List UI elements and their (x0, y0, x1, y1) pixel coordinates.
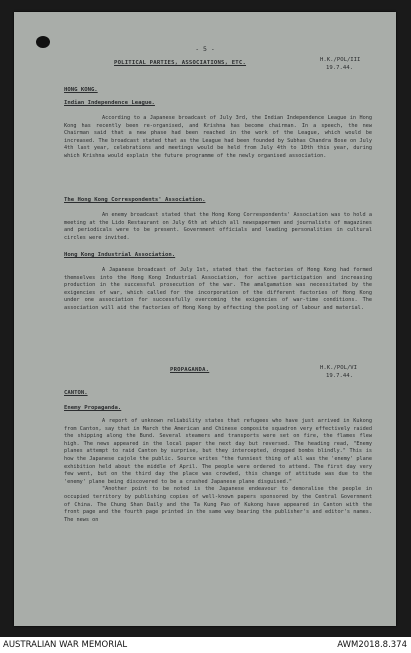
subheading-indian-league: Indian Independence League. (64, 100, 155, 106)
section-heading-political: POLITICAL PARTIES, ASSOCIATIONS, ETC. (114, 60, 247, 66)
subheading-correspondents: The Hong Kong Correspondents' Association. (64, 197, 206, 203)
section-date-political: 19.7.44. (326, 65, 353, 71)
document-page (14, 12, 396, 626)
location-heading-hong-kong: HONG KONG. (64, 87, 98, 93)
footer-institution: AUSTRALIAN WAR MEMORIAL (3, 640, 128, 650)
section-heading-propaganda: PROPAGANDA. (170, 367, 210, 373)
subheading-enemy-propaganda: Enemy Propaganda. (64, 405, 122, 411)
archive-footer (0, 637, 411, 653)
paragraph-correspondents: An enemy broadcast stated that the Hong Kong Correspondents' Association was to hold a meeting at the Lido Restaurant on July 6th at which all newspapermen and journalists of magazines and periodicals were to be present. Government officials and leading personalities in cultural circles were invited. (64, 212, 372, 241)
footer-accession-number: AWM2018.8.374 (337, 640, 407, 650)
section-ref-propaganda: H.K./POL/VI (320, 365, 358, 371)
paragraph-indian-league: According to a Japanese broadcast of July 3rd, the Indian Independence League in Hong Kong has recently been re-organised, and Krishna has become chairman. In a speech, the new Chairman said that a new phase had been reached in the work of the League, which would be increased. The broadcast stated that as the League had been founded by Subhas Chandra Bose on July 4th last year, celebrations and meetings would be held from July 4th to 10th this year, during which Krishna would explain the future programme of the newly organised association. (64, 115, 372, 159)
section-ref-political: H.K./POL/III (320, 57, 361, 63)
page-number: - 5 - (195, 45, 215, 53)
paragraph-enemy-propaganda: A report of unknown reliability states that refugees who have just arrived in Kukong from Canton, say that in March the American and Chinese composite squadron very effectively raided the shipping along the Bund. Several steamers and transports were set on fire, the flames flew high. The news appeared in the local paper the next day but reversed. The heading read, "Enemy planes attempt to raid Canton by surprise, but they intercepted, dropped bombs blindly." This is how the Japanese cajole the public. Source writes "the funniest thing of all was the 'enemy' plane exhibition held about the middle of April. The people were ordered to attend. The first day very few went, but on the third day the place was crowded, this change of attitude was due to the 'enemy' plane being discovered to be a crashed Japanese plane disguised." "Another point to be noted is the Japanese endeavour to demoralise the people in occupied territory by publishing copies of well-known papers sponsored by the Central Government of China. The Chung Shan Daily and the Ta Kung Pao of Kukong have appeared in Canton with the front page and the fourth page printed in the same way bearing the publisher's and editor's names. The news on (64, 418, 372, 523)
location-heading-canton: CANTON. (64, 390, 88, 396)
section-date-propaganda: 19.7.44. (326, 373, 353, 379)
paragraph-industrial: A Japanese broadcast of July 1st, stated that the factories of Hong Kong had formed themselves into the Hong Kong Industrial Association, for active participation and increasing production in the successful prosecution of the war. The amalgamation was necessitated by the exigencies of war, which called for the incorporation of the different factories of Hong Kong under one association for successfully overcoming the exigencies of war-time conditions. The association will aid the factories of Hong Kong by effecting the pooling of labour and material. (64, 267, 372, 311)
subheading-industrial: Hong Kong Industrial Association. (64, 252, 176, 258)
